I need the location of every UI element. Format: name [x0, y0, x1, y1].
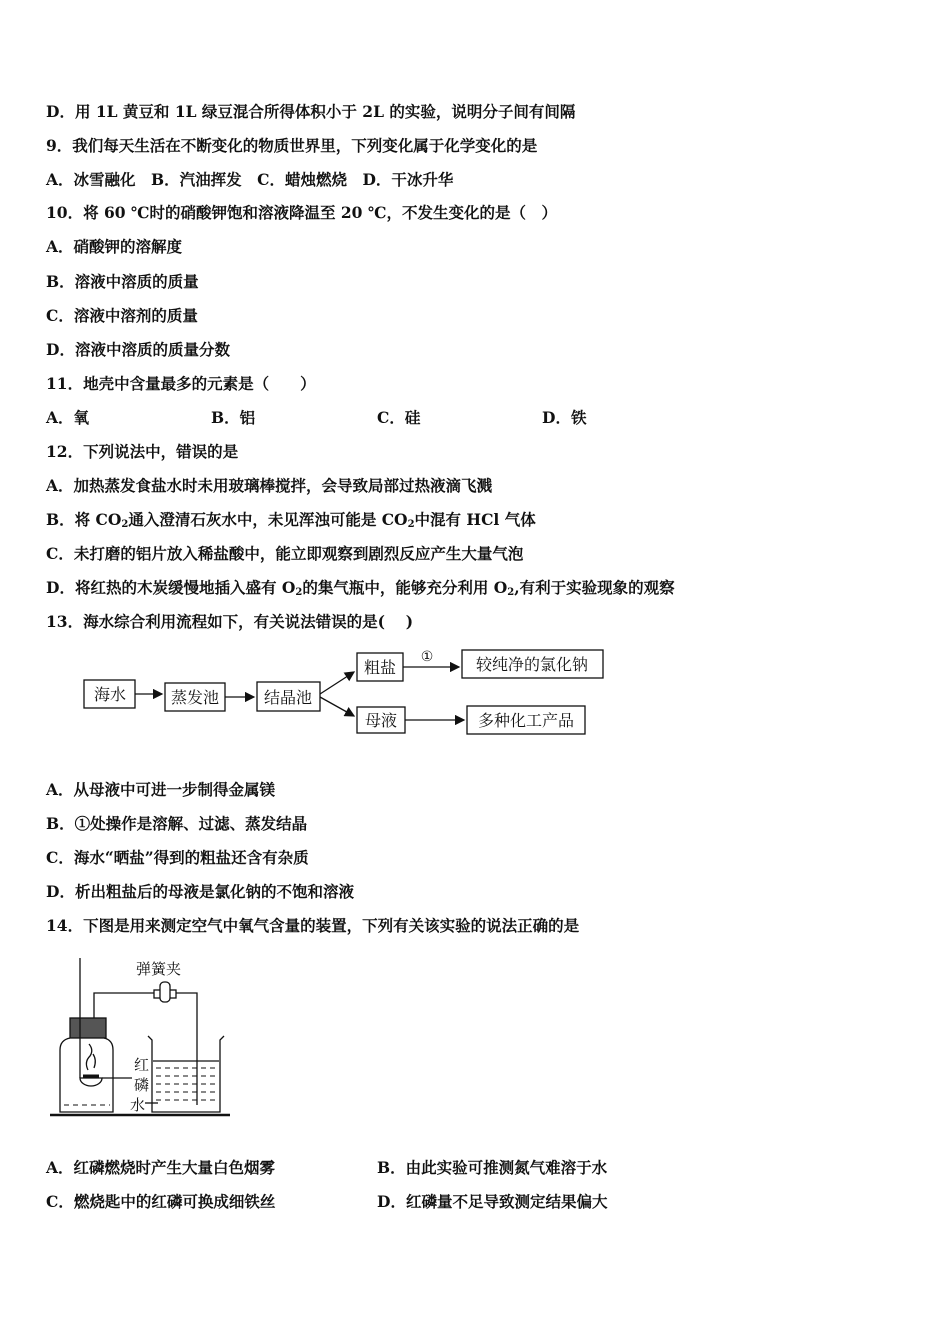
q11-option-d: D．铁 — [542, 408, 587, 427]
seawater-label: 海水 — [93, 685, 127, 704]
q14-stem: 14．下图是用来测定空气中氧气含量的装置，下列有关该实验的说法正确的是 — [46, 916, 580, 935]
q10-stem: 10．将 60 ℃时的硝酸钾饱和溶液降温至 20 ℃，不发生变化的是（ ） — [46, 203, 557, 222]
water-label: 水 — [130, 1096, 146, 1114]
phosphorus-label: 磷 — [134, 1076, 150, 1094]
q11-stem: 11．地壳中含量最多的元素是（ ） — [46, 374, 316, 393]
q12-option-a: A．加热蒸发食盐水时未用玻璃棒搅拌，会导致局部过热液滴飞溅 — [46, 476, 493, 495]
subscript: 2 — [507, 587, 515, 598]
text: 中混有 HCl 气体 — [414, 510, 536, 529]
text: 通入澄清石灰水中，未见浑浊可能是 CO — [128, 510, 408, 529]
q10-option-c: C．溶液中溶剂的质量 — [46, 306, 198, 325]
beaker — [148, 1036, 224, 1112]
crude-salt-label: 粗盐 — [363, 658, 397, 677]
q13-option-b: B．①处操作是溶解、过滤、蒸发结晶 — [46, 814, 308, 833]
text: D．将红热的木炭缓慢地插入盛有 O — [46, 578, 296, 597]
q12-option-c: C．未打磨的铝片放入稀盐酸中，能立即观察到剧烈反应产生大量气泡 — [46, 544, 524, 563]
subscript: 2 — [121, 519, 129, 530]
chemical-products-label: 多种化工产品 — [477, 711, 575, 730]
text: ,有利于实验现象的观察 — [514, 578, 675, 597]
q10-option-b: B．溶液中溶质的质量 — [46, 272, 199, 291]
q10-option-a: A．硝酸钾的溶解度 — [46, 237, 183, 256]
text: 的集气瓶中，能够充分利用 O — [302, 578, 508, 597]
q14-option-c: C．燃烧匙中的红磷可换成细铁丝 — [46, 1192, 276, 1211]
subscript: 2 — [407, 519, 415, 530]
arrow — [320, 672, 354, 694]
red-label: 红 — [134, 1056, 150, 1074]
text: B．将 CO — [46, 510, 122, 529]
mother-liquor-label: 母液 — [364, 711, 398, 730]
q9-options: A．冰雪融化 B．汽油挥发 C．蜡烛燃烧 D．干冰升华 — [46, 170, 454, 189]
q13-option-d: D．析出粗盐后的母液是氯化钠的不饱和溶液 — [46, 882, 354, 901]
pure-nacl-label: 较纯净的氯化钠 — [475, 655, 589, 674]
evaporation-label: 蒸发池 — [170, 688, 220, 707]
q9-stem: 9．我们每天生活在不断变化的物质世界里，下列变化属于化学变化的是 — [46, 136, 538, 155]
step-marker: ① — [420, 649, 434, 665]
q13-option-c: C．海水“晒盐”得到的粗盐还含有杂质 — [46, 848, 309, 867]
stopper — [70, 1018, 106, 1038]
q11-option-c: C．硅 — [377, 408, 421, 427]
q14-option-b: B．由此实验可推测氮气难溶于水 — [377, 1158, 608, 1177]
crystallization-label: 结晶池 — [263, 688, 313, 707]
q13-stem: 13．海水综合利用流程如下，有关说法错误的是( ) — [46, 612, 414, 631]
q10-option-d: D．溶液中溶质的质量分数 — [46, 340, 230, 359]
subscript: 2 — [295, 587, 303, 598]
q11-option-a: A．氧 — [46, 408, 90, 427]
clamp-label: 弹簧夹 — [136, 960, 182, 978]
q8-option-d: D．用 1L 黄豆和 1L 绿豆混合所得体积小于 2L 的实验，说明分子间有间隔 — [46, 102, 576, 121]
q13-option-a: A．从母液中可进一步制得金属镁 — [46, 780, 276, 799]
q14-option-a: A．红磷燃烧时产生大量白色烟雾 — [46, 1158, 276, 1177]
q14-option-d: D．红磷量不足导致测定结果偏大 — [377, 1192, 608, 1211]
q12-stem: 12．下列说法中，错误的是 — [46, 442, 239, 461]
q11-option-b: B．铝 — [211, 408, 256, 427]
arrow — [320, 697, 354, 716]
oxygen-measurement-apparatus — [40, 950, 260, 1130]
